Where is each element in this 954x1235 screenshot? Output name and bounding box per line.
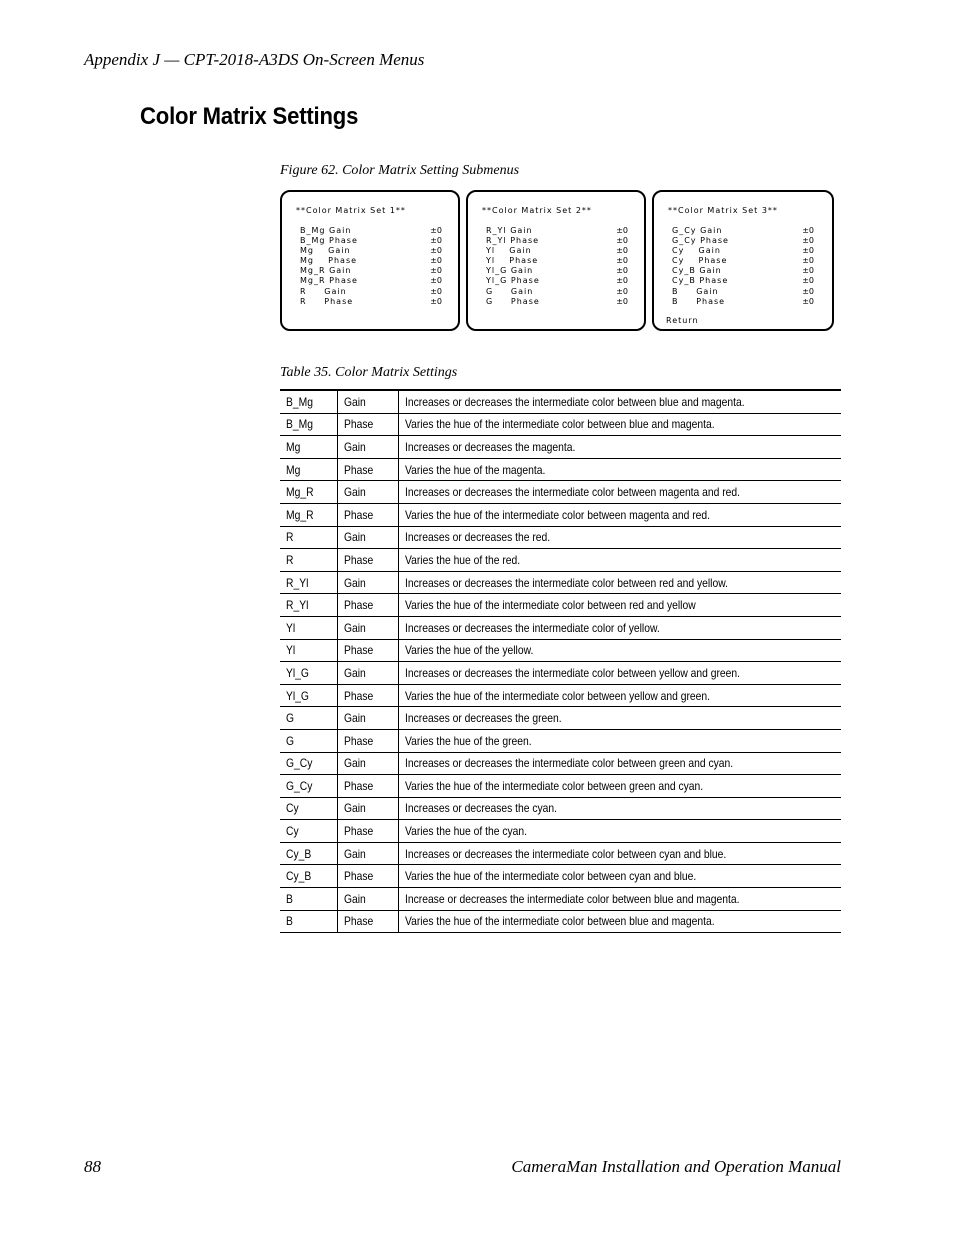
color-cell [280,436,338,459]
color-cell-text: G [286,711,295,726]
menu-item-value: ±0 [430,236,442,246]
parameter-cell [338,662,399,685]
description-cell-text: Varies the hue of the intermediate color between cyan and blue. [405,869,697,884]
description-cell [399,797,842,820]
menu-item[interactable] [300,256,440,266]
menu-rows [486,226,626,307]
parameter-cell [338,820,399,843]
color-cell [280,549,338,572]
menu-title: **Color Matrix Set 1** [296,206,406,215]
parameter-cell [338,526,399,549]
table-row [280,549,841,572]
parameter-cell-text: Gain [344,530,366,545]
menu-item-label: Cy_B Phase [672,276,729,286]
color-cell [280,820,338,843]
color-cell-text: Yl_G [286,688,309,703]
table-row [280,797,841,820]
color-cell [280,458,338,481]
description-cell [399,684,842,707]
description-cell [399,481,842,504]
color-cell-text: Yl [286,620,296,635]
menu-rows [300,226,440,307]
color-cell-text: B [286,914,293,929]
menu-item-value: ±0 [430,256,442,266]
color-cell-text: G [286,733,295,748]
color-cell-text: Cy [286,824,299,839]
parameter-cell-text: Phase [344,778,374,793]
parameter-cell [338,910,399,933]
table-row [280,707,841,730]
menu-item-value: ±0 [616,276,628,286]
menu-item-label: G_Cy Phase [672,236,729,246]
color-cell-text: Mg_R [286,507,314,522]
menu-item-value: ±0 [616,286,628,296]
parameter-cell [338,390,399,413]
parameter-cell-text: Gain [344,846,366,861]
description-cell-text: Increase or decreases the intermediate color between blue and magenta. [405,891,740,906]
menu-item[interactable] [486,297,626,307]
description-cell-text: Increases or decreases the intermediate color between green and cyan. [405,756,734,771]
menu-item-label: B Gain [672,286,719,296]
description-cell [399,526,842,549]
parameter-cell [338,413,399,436]
description-cell-text: Varies the hue of the intermediate color between blue and magenta. [405,914,715,929]
menu-panel-set-2 [466,190,646,331]
table-row [280,729,841,752]
color-cell-text: B_Mg [286,394,313,409]
parameter-cell [338,549,399,572]
description-cell-text: Varies the hue of the cyan. [405,824,528,839]
table-row [280,865,841,888]
menu-item-label: Cy Phase [672,256,728,266]
color-cell-text: R [286,530,294,545]
description-cell [399,436,842,459]
menu-item[interactable] [300,297,440,307]
menu-item-value: ±0 [802,226,814,235]
menu-item[interactable] [486,276,626,286]
menu-rows [672,226,812,307]
menu-item-value: ±0 [802,266,814,276]
menu-item-label: Mg Gain [300,246,351,256]
color-cell-text: R_Yl [286,598,309,613]
description-cell-text: Varies the hue of the yellow. [405,643,534,658]
description-cell-text: Increases or decreases the magenta. [405,439,576,454]
menu-item-value: ±0 [430,226,442,235]
menu-item-label: R_Yl Gain [486,226,533,235]
color-cell-text: B_Mg [286,417,313,432]
color-cell-text: Mg [286,439,301,454]
description-cell [399,662,842,685]
menu-title: **Color Matrix Set 3** [668,206,778,215]
parameter-cell [338,865,399,888]
color-cell [280,684,338,707]
parameter-cell-text: Phase [344,643,374,658]
menu-item[interactable] [672,246,812,256]
menu-item-value: ±0 [430,266,442,276]
menu-item-label: Yl_G Phase [486,276,540,286]
parameter-cell-text: Gain [344,575,366,590]
color-cell [280,481,338,504]
description-cell-text: Increases or decreases the intermediate color between yellow and green. [405,665,741,680]
description-cell-text: Increases or decreases the intermediate color between cyan and blue. [405,846,727,861]
table-row [280,910,841,933]
color-cell-text: G_Cy [286,756,313,771]
table-row [280,639,841,662]
description-cell [399,707,842,730]
table-row [280,820,841,843]
color-cell-text: R [286,552,294,567]
menu-item-label: Yl Phase [486,256,539,266]
menu-item[interactable] [486,246,626,256]
parameter-cell [338,594,399,617]
description-cell-text: Varies the hue of the magenta. [405,462,546,477]
parameter-cell-text: Phase [344,462,374,477]
description-cell [399,503,842,526]
color-cell [280,526,338,549]
parameter-cell-text: Gain [344,394,366,409]
menu-item[interactable] [300,226,440,236]
menu-item[interactable] [672,266,812,276]
menu-item-label: Cy Gain [672,246,721,256]
parameter-cell-text: Gain [344,756,366,771]
menu-item[interactable] [486,256,626,266]
color-cell-text: Cy [286,801,299,816]
parameter-cell [338,481,399,504]
description-cell-text: Increases or decreases the cyan. [405,801,558,816]
color-cell [280,390,338,413]
description-cell [399,616,842,639]
parameter-cell-text: Phase [344,417,374,432]
description-cell [399,888,842,911]
parameter-cell [338,639,399,662]
description-cell [399,775,842,798]
color-cell [280,707,338,730]
description-cell-text: Increases or decreases the intermediate color between magenta and red. [405,485,741,500]
table-row [280,616,841,639]
menu-item[interactable] [300,287,440,297]
menu-item-label: B_Mg Phase [300,236,358,246]
menu-item[interactable] [486,266,626,276]
menu-item-value: ±0 [430,296,442,306]
description-cell [399,413,842,436]
parameter-cell [338,729,399,752]
table-row [280,684,841,707]
description-cell [399,842,842,865]
description-cell-text: Increases or decreases the intermediate color between red and yellow. [405,575,728,590]
color-cell [280,775,338,798]
color-cell-text: R_Yl [286,575,309,590]
menu-item-label: Mg_R Phase [300,276,358,286]
table-row [280,526,841,549]
parameter-cell [338,707,399,730]
menu-item[interactable] [300,246,440,256]
menu-item-value: ±0 [802,256,814,266]
description-cell-text: Varies the hue of the intermediate color between magenta and red. [405,507,711,522]
color-cell [280,594,338,617]
parameter-cell [338,436,399,459]
menu-item-value: ±0 [802,276,814,286]
menu-item-value: ±0 [616,236,628,246]
menu-item[interactable] [300,236,440,246]
parameter-cell-text: Gain [344,711,366,726]
color-cell [280,842,338,865]
parameter-cell-text: Phase [344,869,374,884]
description-cell-text: Increases or decreases the intermediate color between blue and magenta. [405,394,745,409]
table-row [280,458,841,481]
menu-item[interactable] [486,236,626,246]
table-row [280,662,841,685]
parameter-cell-text: Gain [344,801,366,816]
parameter-cell [338,842,399,865]
description-cell-text: Varies the hue of the green. [405,733,532,748]
table-row [280,752,841,775]
table-row [280,888,841,911]
color-cell-text: Cy_B [286,846,312,861]
menu-item-label: G Gain [486,286,534,296]
menu-item-value: ±0 [430,246,442,256]
menu-item-label: Yl Gain [486,246,532,256]
parameter-cell-text: Phase [344,507,374,522]
description-cell-text: Varies the hue of the intermediate color between blue and magenta. [405,417,715,432]
menu-item-value: ±0 [802,236,814,246]
parameter-cell [338,571,399,594]
parameter-cell [338,888,399,911]
menu-item[interactable] [300,266,440,276]
color-cell-text: Cy_B [286,869,312,884]
parameter-cell-text: Phase [344,552,374,567]
color-cell-text: Mg_R [286,485,314,500]
parameter-cell [338,752,399,775]
color-cell-text: Mg [286,462,301,477]
menu-item-label: Yl_G Gain [486,266,534,276]
menu-item-value: ±0 [616,246,628,256]
color-cell [280,865,338,888]
color-cell [280,662,338,685]
description-cell [399,729,842,752]
description-cell-text: Varies the hue of the intermediate color between red and yellow [405,598,696,613]
table-row [280,775,841,798]
description-cell [399,390,842,413]
description-cell [399,549,842,572]
parameter-cell-text: Gain [344,891,366,906]
menu-item-value: ±0 [616,266,628,276]
menu-item[interactable] [672,236,812,246]
description-cell-text: Increases or decreases the green. [405,711,562,726]
description-cell [399,865,842,888]
return-menu-item[interactable]: Return [666,316,699,325]
parameter-cell [338,775,399,798]
table-row [280,481,841,504]
parameter-cell-text: Gain [344,485,366,500]
menu-item[interactable] [672,276,812,286]
parameter-cell [338,797,399,820]
parameter-cell-text: Phase [344,824,374,839]
description-cell [399,820,842,843]
parameter-cell-text: Phase [344,598,374,613]
menu-item[interactable] [486,287,626,297]
parameter-cell [338,684,399,707]
description-cell [399,639,842,662]
menu-item-label: Cy_B Gain [672,266,722,276]
menu-item-label: Mg_R Gain [300,266,352,276]
menu-item-value: ±0 [802,296,814,306]
menu-item[interactable] [672,297,812,307]
color-cell [280,503,338,526]
menu-item[interactable] [672,287,812,297]
menu-item-label: B Phase [672,296,726,306]
description-cell [399,752,842,775]
parameter-cell-text: Phase [344,688,374,703]
menu-title: **Color Matrix Set 2** [482,206,592,215]
parameter-cell-text: Gain [344,439,366,454]
table-row [280,436,841,459]
color-cell [280,910,338,933]
menu-item[interactable] [300,276,440,286]
table-caption: Table 35. Color Matrix Settings [280,365,458,380]
description-cell-text: Varies the hue of the intermediate color between yellow and green. [405,688,711,703]
table-row [280,571,841,594]
color-cell-text: Yl_G [286,665,309,680]
color-cell [280,413,338,436]
menu-panel-set-3 [652,190,834,331]
running-header: Appendix J — CPT-2018-A3DS On-Screen Menus [84,50,425,69]
menu-item[interactable] [486,226,626,236]
description-cell-text: Increases or decreases the red. [405,530,551,545]
menu-item-value: ±0 [616,296,628,306]
color-cell-text: G_Cy [286,778,313,793]
color-cell [280,616,338,639]
parameter-cell [338,616,399,639]
menu-item-label: R Gain [300,286,347,296]
menu-item-value: ±0 [802,246,814,256]
manual-title: CameraMan Installation and Operation Manual [511,1157,841,1176]
menu-item-value: ±0 [802,286,814,296]
menu-item-label: R_Yl Phase [486,236,540,246]
figure-caption: Figure 62. Color Matrix Setting Submenus [280,163,520,178]
menu-item-label: B_Mg Gain [300,226,352,235]
description-cell [399,458,842,481]
table-row [280,594,841,617]
table-row [280,413,841,436]
table-row [280,503,841,526]
color-cell [280,639,338,662]
menu-panel-set-1 [280,190,460,331]
description-cell-text: Varies the hue of the red. [405,552,521,567]
table-row [280,842,841,865]
parameter-cell [338,458,399,481]
parameter-cell-text: Gain [344,620,366,635]
color-cell [280,571,338,594]
color-cell-text: B [286,891,293,906]
menu-item-value: ±0 [616,226,628,235]
description-cell [399,594,842,617]
description-cell [399,571,842,594]
parameter-cell-text: Phase [344,914,374,929]
color-cell [280,888,338,911]
menu-item-label: R Phase [300,296,354,306]
parameter-cell [338,503,399,526]
parameter-cell-text: Phase [344,733,374,748]
parameter-cell-text: Gain [344,665,366,680]
color-matrix-table [280,389,841,933]
color-cell [280,729,338,752]
menu-item-label: G Phase [486,296,540,306]
menu-item[interactable] [672,256,812,266]
menu-item[interactable] [672,226,812,236]
menu-item-label: Mg Phase [300,256,358,266]
menu-item-value: ±0 [430,286,442,296]
table-row [280,390,841,413]
menu-screens-figure [280,190,834,335]
color-cell [280,752,338,775]
menu-item-value: ±0 [430,276,442,286]
section-title: Color Matrix Settings [140,103,359,130]
description-cell [399,910,842,933]
color-cell [280,797,338,820]
color-cell-text: Yl [286,643,296,658]
menu-item-label: G_Cy Gain [672,226,723,235]
menu-item-value: ±0 [616,256,628,266]
page-number: 88 [84,1157,101,1176]
description-cell-text: Varies the hue of the intermediate color between green and cyan. [405,778,704,793]
description-cell-text: Increases or decreases the intermediate color of yellow. [405,620,660,635]
